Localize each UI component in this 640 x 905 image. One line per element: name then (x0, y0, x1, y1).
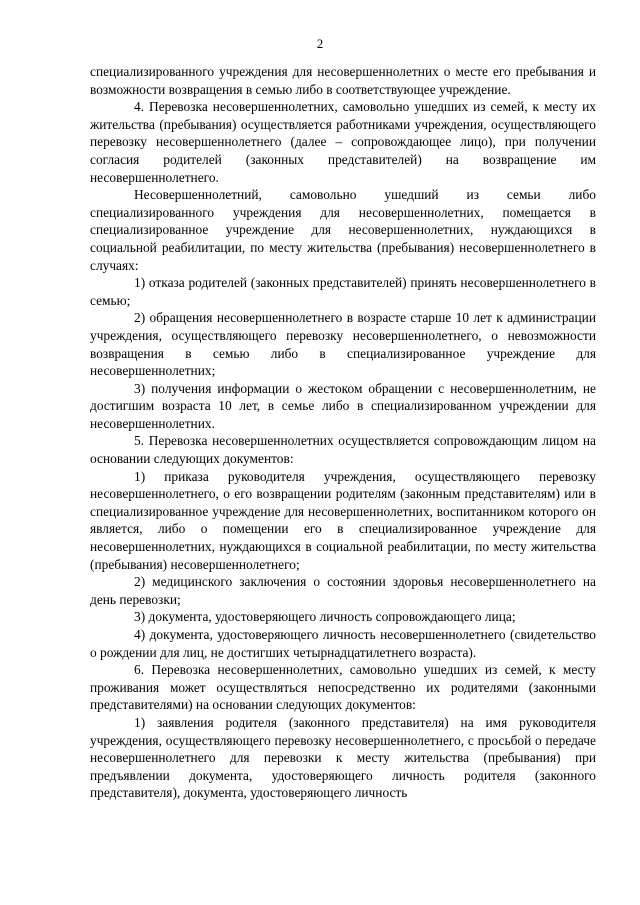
list-item-medical: 2) медицинского заключения о состоянии здоровья несовершеннолетнего на день перевозки; (90, 574, 596, 607)
page-number: 2 (316, 36, 324, 51)
list-item-appeal: 2) обращения несовершеннолетнего в возрасте старше 10 лет к администрации учреждения, осуществляющего перевозку несовершеннолетнего, о невозможности возвращения в семью либо в специализированное учреждение для несовершеннолетних; (90, 310, 596, 379)
paragraph-clause-4: 4. Перевозка несовершеннолетних, самовольно ушедших из семей, к месту их жительства (пребывания) осуществляется работниками учреждения, осуществляющего перевозку несовершеннолетнего (далее – сопровождающее лицо), при получении согласия родителей (законных представителей) на возвращение им несовершеннолетнего. (90, 99, 596, 185)
paragraph-continuation: специализированного учреждения для несовершеннолетних о месте его пребывания и возможности возвращения в семью либо в соответствующее учреждение. (90, 64, 596, 97)
paragraph-placement-cases: Несовершеннолетний, самовольно ушедший из семьи либо специализированного учреждения для несовершеннолетних, помещается в специализированное учреждение для несовершеннолетних, нуждающихся в социальной реабилитации, по месту жительства (пребывания) несовершеннолетнего в случаях: (90, 187, 596, 273)
list-item-minor-id: 4) документа, удостоверяющего личность несовершеннолетнего (свидетельство о рождении для лиц, не достигших четырнадцатилетнего возраста). (90, 627, 596, 660)
list-item-abuse-info: 3) получения информации о жестоком обращении с несовершеннолетним, не достигшим возраста 10 лет, в семье либо в специализированном учреждении для несовершеннолетних. (90, 380, 596, 431)
document-body (90, 63, 596, 802)
list-item-escort-id: 3) документа, удостоверяющего личность сопровождающего лица; (134, 609, 516, 625)
list-item-parent-application: 1) заявления родителя (законного представителя) на имя руководителя учреждения, осуществляющего перевозку несовершеннолетнего, с просьбой о передаче несовершеннолетнего для перевозки к месту жительства (пребывания) при предъявлении документа, удостоверяющего личность родителя (законного представителя), документа, удостоверяющего личность (90, 714, 596, 801)
list-item-refusal: 1) отказа родителей (законных представителей) принять несовершеннолетнего в семью; (90, 275, 596, 308)
paragraph-clause-6: 6. Перевозка несовершеннолетних, самовольно ушедших из семей, к месту проживания может осуществляться непосредственно их родителями (законными представителями) на основании следующих документов: (90, 662, 596, 713)
paragraph-clause-5: 5. Перевозка несовершеннолетних осуществляется сопровождающим лицом на основании следующих документов: (90, 433, 596, 467)
list-item-order: 1) приказа руководителя учреждения, осуществляющего перевозку несовершеннолетнего, о его возвращении родителям (законным представителям) или в специализированное учреждение для несовершеннолетних, воспитанником которого он является, либо о помещении его в специализированное учреждение для несовершеннолетних, нуждающихся в социальной реабилитации, по месту жительства (пребывания) несовершеннолетнего; (90, 468, 596, 572)
